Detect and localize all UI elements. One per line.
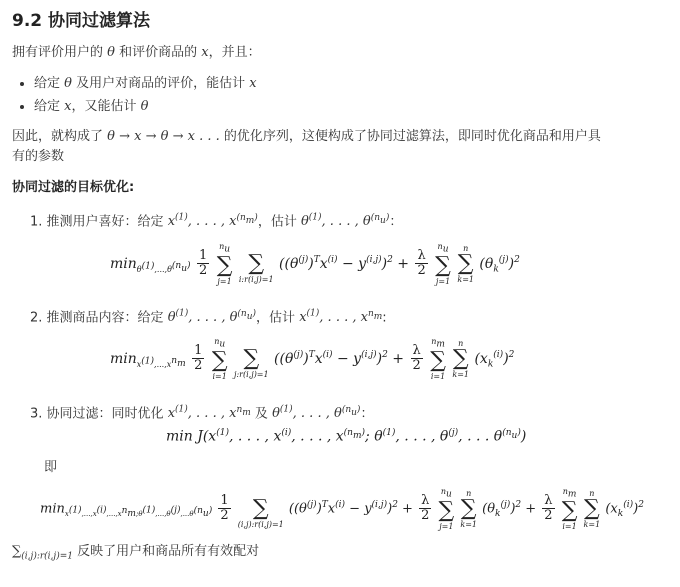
bullet-item (34, 95, 257, 118)
intro-text-2: 和评价商品的 (119, 45, 198, 60)
sum-symbol: $n_u$ ∑ i=1 (211, 337, 228, 381)
fraction: $\frac{1}{2}$ (194, 343, 203, 374)
step-math: $x^{(1)}$, . . . , $x^{n_m}$ (299, 309, 383, 326)
sum-symbol: n ∑ k=1 (457, 243, 474, 284)
step-text: : (382, 310, 387, 326)
fraction: $\frac{1}{2}$ (220, 493, 229, 524)
equation-4: $\min_{x^{(1)},...,x^{(i)},...,x^{n_m};\theta^{(1)},...,\theta^{(j)},...\theta^{(n_u)}}$ $\frac{1}{2}$ ∑ (i,j):r(i,j)=1 $((\theta^{(j)})^Tx^{(i)} - y^{(i,j)})^2$ + $\frac{\lambda}{2}$ $n_u$ ∑ j=1 n ∑ k=1 $(\theta_k^{(j)})^2$ + $\frac{\lambda}{2}$ $n_m$ ∑ i=1 n ∑ k=1 $(x_k^{(i)})^2$ (40, 487, 644, 531)
step-math: $\theta^{(1)}$, . . . , $\theta^{(n_u)}$ (300, 213, 390, 230)
sum-symbol: ∑ (i,j):r(i,j)=1 (237, 495, 284, 529)
bullet-text: 给定 (34, 99, 61, 114)
intro-text-3: ，并且： (208, 45, 261, 60)
step-3 (30, 400, 373, 424)
fraction: $\frac{1}{2}$ (198, 248, 208, 279)
fraction: $\frac{\lambda}{2}$ (544, 493, 553, 524)
step-math: $\theta^{(1)}$, . . . , $\theta^{(n_u)}$ (272, 405, 361, 422)
sum-symbol: ∑ i:r(i,j)=1 (238, 250, 274, 284)
ji-label: 即 (44, 460, 58, 475)
sequence-line-2: 有的参数 (12, 149, 65, 164)
sum-symbol: ∑ j:r(i,j)=1 (233, 345, 269, 379)
intro-paragraph (12, 43, 261, 63)
fraction: $\frac{\lambda}{2}$ (417, 248, 426, 279)
bullet-text: 给定 (34, 76, 61, 91)
sequence-paragraph (12, 127, 601, 147)
equation-3: $\min J(x^{(1)}$, . . . , $x^{(i)}$, . . . , $x^{(n_m)}$; $\theta^{(1)}$, . . . , $\theta^{(j)}$, . . . $\theta^{(n_u)}$) (166, 428, 527, 445)
subheading: 协同过滤的目标优化: (12, 180, 135, 195)
sum-symbol: $n_u$ ∑ j=1 (435, 242, 451, 286)
footer-text: 反映了用户和商品所有有效配对 (77, 544, 260, 559)
sequence-text-1: 因此，就构成了 (12, 129, 104, 144)
sum-symbol: n ∑ k=1 (452, 338, 470, 379)
sequence-text-2: 的优化序列，这便构成了协同过滤算法，即同时优化商品和用户具 (223, 129, 601, 144)
step-text: ： (360, 406, 374, 422)
step-text: ，估计 (256, 310, 296, 326)
min-operator: min (110, 350, 137, 367)
step-text: 及 (254, 406, 268, 422)
bullet-math: x (249, 76, 257, 91)
step-math: $x^{(1)}$, . . . , $x^{n_m}$ (167, 405, 251, 422)
step-text: ，估计 (257, 214, 297, 230)
bullet-math: θ (140, 99, 149, 114)
sum-symbol: $n_m$ ∑ i=1 (561, 487, 578, 531)
sum-symbol: $n_u$ ∑ j=1 (438, 487, 455, 531)
bullet-math: θ (64, 76, 72, 91)
step-label: 2. 推测商品内容：给定 (30, 310, 164, 326)
equation-2: $\min_{x^{(1)},...,x^{n_m}}$ $\frac{1}{2}$ $n_u$ ∑ i=1 ∑ j:r(i,j)=1 $((\theta^{(j)})^Tx^{(i)} - y^{(i,j)})^2$ + $\frac{\lambda}{2}$ $n_m$ ∑ i=1 n ∑ k=1 $(x_k^{(i)})^2$ (110, 337, 515, 381)
step-2 (30, 304, 387, 328)
fraction: $\frac{\lambda}{2}$ (412, 343, 421, 374)
intro-text-1: 拥有评价用户的 (12, 45, 104, 60)
step-math: $\theta^{(1)}$, . . . , $\theta^{(n_u)}$ (167, 309, 257, 326)
min-operator: min (40, 501, 65, 517)
intro-theta: θ (107, 45, 115, 60)
section-title: 9.2 协同过滤算法 (12, 11, 151, 31)
sum-symbol: n ∑ k=1 (460, 488, 477, 529)
sum-symbol: $n_u$ ∑ j=1 (216, 242, 233, 286)
bullet-math: x (64, 99, 72, 114)
fraction: $\frac{\lambda}{2}$ (421, 493, 430, 524)
sum-symbol: n ∑ k=1 (583, 488, 601, 529)
sum-symbol: $n_m$ ∑ i=1 (430, 337, 446, 381)
step-label: 1. 推测用户喜好：给定 (30, 214, 164, 230)
min-operator: min (110, 255, 137, 272)
footer-sum: $\sum_{(i,j):r(i,j)=1}$ (12, 544, 73, 562)
footer-note (12, 542, 259, 567)
bullet-text: ，又能估计 (71, 99, 137, 114)
step-label: 3. 协同过滤：同时优化 (30, 406, 164, 422)
sequence-math: θ → x → θ → x . . . (107, 129, 220, 144)
step-math: $x^{(1)}$, . . . , $x^{(n_m)}$ (167, 213, 258, 230)
equation-1: $\min_{\theta^{(1)},...,\theta^{(n_u)}}$ $\frac{1}{2}$ $n_u$ ∑ j=1 ∑ i:r(i,j)=1 $((\theta^{(j)})^Tx^{(i)} - y^{(i,j)})^2$ + $\frac{\lambda}{2}$ $n_u$ ∑ j=1 n ∑ k=1 $(\theta_k^{(j)})^2$ (110, 242, 520, 286)
bullet-item (34, 72, 257, 95)
bullet-text: 及用户对商品的评价，能估计 (76, 76, 246, 91)
intro-x: x (201, 45, 209, 60)
step-1 (30, 208, 402, 232)
step-text: ： (389, 214, 403, 230)
bullet-list (14, 72, 257, 118)
